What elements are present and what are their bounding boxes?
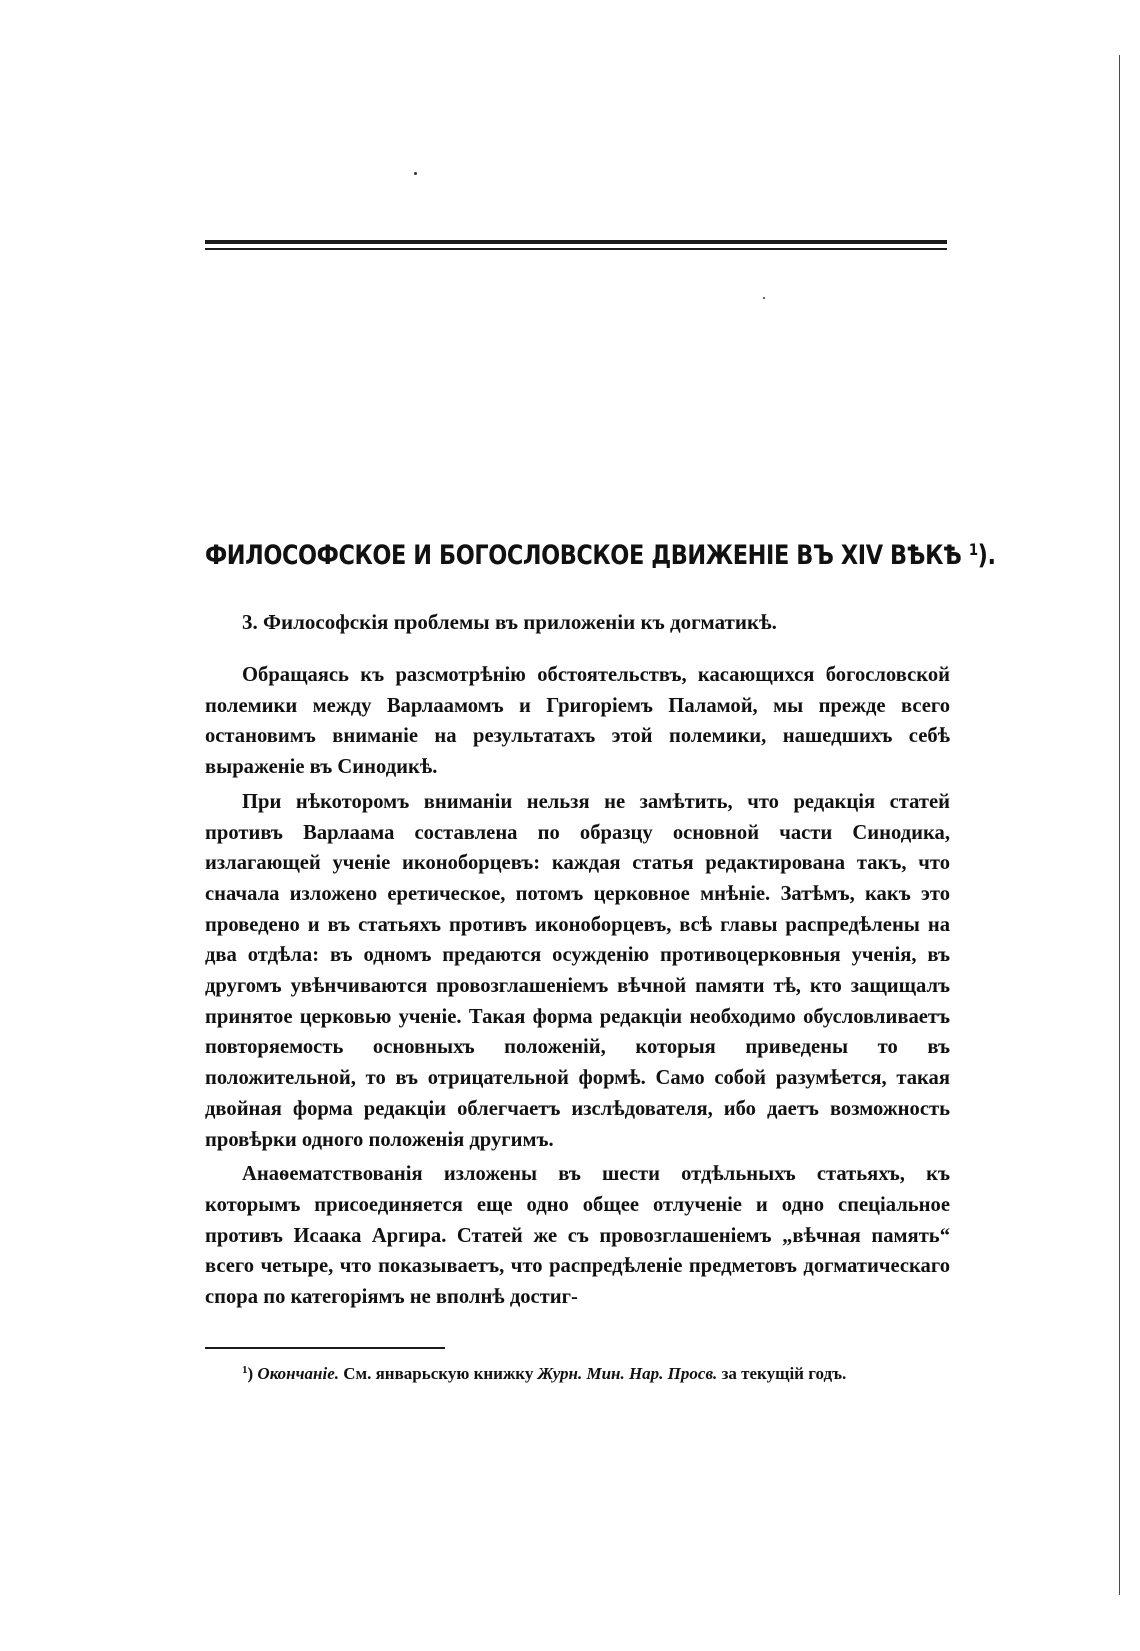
footnote-text-end: за текущій годъ.	[717, 1364, 847, 1383]
article-body	[205, 660, 950, 1317]
section-heading: 3. Философскія проблемы въ приложеніи къ догматикѣ.	[242, 610, 777, 634]
footnote-marker: 1	[242, 1364, 248, 1376]
footnote-text-mid: См. январьскую книжку	[339, 1364, 538, 1383]
scan-speck	[414, 172, 417, 175]
article-title	[205, 540, 996, 571]
footnote-journal: Журн. Мин. Нар. Просв.	[537, 1364, 718, 1383]
paragraph: Обращаясь къ разсмотрѣнію обстоятельствъ, касающихся богословской полемики между Варлаамомъ и Григоріемъ Паламой, мы прежде всего остановимъ вниманіе на результатахъ этой полемики, нашедшихъ себѣ выраженіе въ Синодикѣ.	[205, 664, 950, 779]
article-title-tail: ).	[977, 540, 996, 571]
paragraph: Анаѳематствованія изложены въ шести отдѣльныхъ статьяхъ, къ которымъ присоединяется еще одно общее отлученіе и одно спеціальное противъ Исаака Аргира. Статей же съ провозглашеніемъ „вѣчная память“ всего четыре, что показываетъ, что распредѣленіе предметовъ догматическаго спора по категоріямъ не вполнѣ достиг-	[205, 1163, 950, 1309]
scan-edge-line	[1119, 55, 1120, 1595]
paragraph: При нѣкоторомъ вниманіи нельзя не замѣтить, что редакція статей противъ Варлаама составлена по образцу основной части Синодика, излагающей ученіе иконоборцевъ: каждая статья редактирована такъ, что сначала изложено еретическое, потомъ церковное мнѣніе. Затѣмъ, какъ это проведено и въ статьяхъ противъ иконоборцевъ, всѣ главы распредѣлены на два отдѣла: въ одномъ предаются осужденію противоцерковныя ученія, въ другомъ увѣнчиваются провозглашеніемъ вѣчной памяти тѣ, кто защищалъ принятое церковью ученіе. Такая форма редакціи необходимо обусловливаетъ повторяемость основныхъ положеній, которыя приведены то въ положительной, то въ отрицательной формѣ. Само собой разумѣется, такая двойная форма редакціи облегчаетъ изслѣдователя, ибо даетъ возможность провѣрки одного положенія другимъ.	[205, 790, 950, 1151]
footnote-separator	[205, 1347, 445, 1349]
title-footnote-ref[interactable]: 1	[968, 540, 978, 559]
article-title-text: ФИЛОСОФСКОЕ И БОГОСЛОВСКОЕ ДВИЖЕНІЕ ВЪ XIV ВѢКѢ	[205, 540, 962, 571]
footnote-marker-tail: )	[247, 1364, 254, 1383]
footnote	[205, 1357, 950, 1387]
footnote-lead: Окончаніе.	[257, 1364, 339, 1383]
scan-speck	[763, 297, 765, 299]
header-double-rule	[205, 240, 947, 250]
